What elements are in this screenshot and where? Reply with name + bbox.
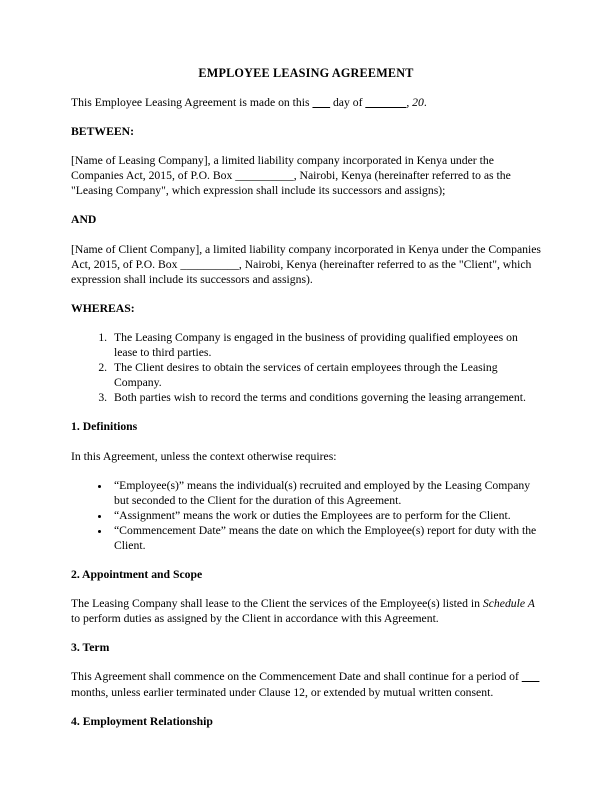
document-body (71, 66, 541, 743)
leasing-company-party-paragraph: [Name of Leasing Company], a limited liability company incorporated in Kenya under the Companies Act, 2015, of P.O. Box __________, Nairobi, Kenya (hereinafter referred to as the "Leasing Company", which expression shall include its successors and assigns); (71, 154, 511, 198)
list-item: • “Commencement Date” means the date on which the Employee(s) report for duty with the Client. (110, 523, 541, 553)
appointment-text-part-2: to perform duties as assigned by the Client in accordance with this Agreement. (71, 612, 439, 626)
definitions-list (71, 478, 541, 553)
intro-text-after: , (406, 96, 413, 109)
client-company-party-paragraph: [Name of Client Company], a limited liability company incorporated in Kenya under the Companies Act, 2015, of P.O. Box __________, Nairobi, Kenya (hereinafter referred to as the "Client", which expression shall include its successors and assigns). (71, 242, 541, 286)
intro-text-before-day: This Employee Leasing Agreement is made on this (71, 96, 313, 109)
schedule-a-reference: Schedule A (482, 597, 535, 611)
day-blank-field[interactable]: ___ (312, 96, 331, 109)
whereas-heading: WHEREAS: (71, 301, 135, 315)
clause-heading-term: 3. Term (71, 641, 110, 655)
recitals-list (71, 330, 541, 405)
list-item: 3. Both parties wish to record the terms and conditions governing the leasing arrangement. (110, 390, 541, 405)
page-title: EMPLOYEE LEASING AGREEMENT (198, 66, 414, 80)
month-blank-field[interactable]: _______ (365, 96, 407, 109)
term-body (71, 669, 541, 699)
clause-heading-appointment-and-scope: 2. Appointment and Scope (71, 568, 203, 582)
term-text-part-2: months, unless earlier terminated under Clause 12, or extended by mutual written consent. (71, 685, 494, 699)
months-blank-field[interactable]: ___ (521, 670, 540, 684)
between-heading: BETWEEN: (71, 125, 134, 139)
clause-heading-employment-relationship: 4. Employment Relationship (71, 714, 213, 728)
definitions-lead-in: In this Agreement, unless the context otherwise requires: (71, 449, 337, 463)
list-item: • “Assignment” means the work or duties the Employees are to perform for the Client. (110, 508, 541, 523)
list-item: 2. The Client desires to obtain the services of certain employees through the Leasing Company. (110, 360, 541, 390)
term-text-part-1: This Agreement shall commence on the Commencement Date and shall continue for a period of (71, 670, 522, 684)
clause-heading-definitions: 1. Definitions (71, 420, 138, 434)
year-prefix: 20 (412, 96, 424, 109)
list-item: 1. The Leasing Company is engaged in the business of providing qualified employees on lease to third parties. (110, 330, 541, 360)
appointment-and-scope-body (71, 596, 541, 626)
intro-text-between: day of (330, 96, 366, 109)
appointment-text-part-1: The Leasing Company shall lease to the Client the services of the Employee(s) listed in (71, 597, 483, 611)
agreement-date-paragraph (71, 95, 541, 110)
intro-period: . (423, 96, 427, 109)
list-item: • “Employee(s)” means the individual(s) recruited and employed by the Leasing Company but seconded to the Client for the duration of this Agreement. (110, 478, 541, 508)
and-heading: AND (71, 213, 97, 227)
